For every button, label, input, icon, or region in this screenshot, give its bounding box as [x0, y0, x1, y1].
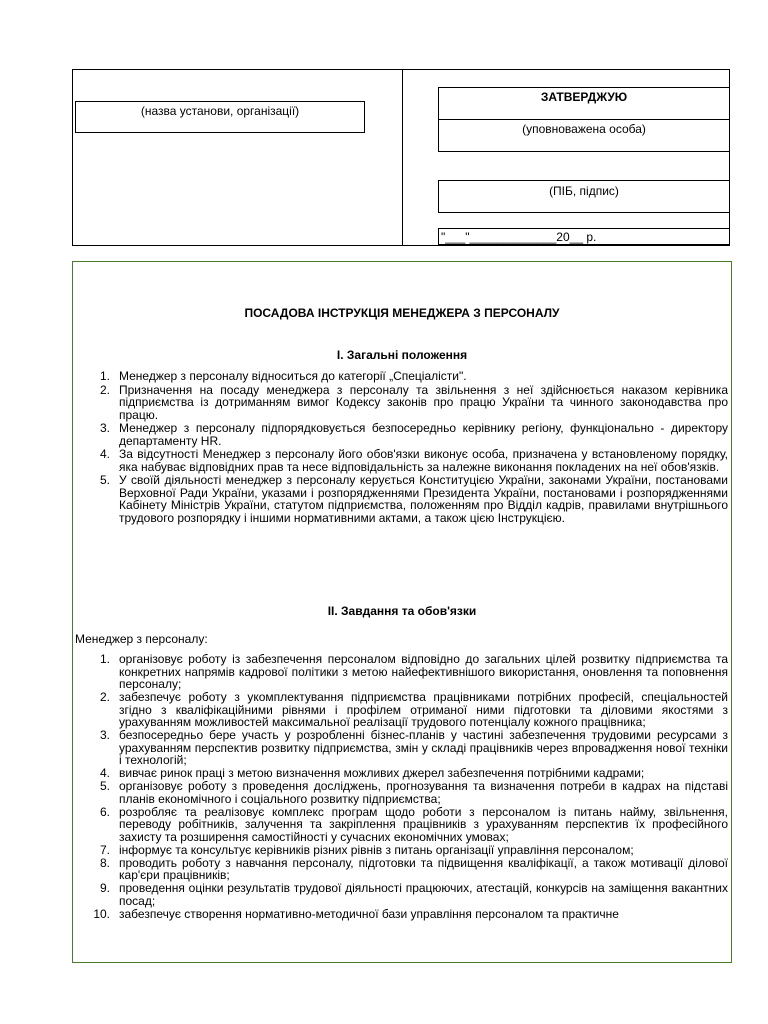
- approve-divider: [439, 119, 729, 120]
- signature-label: (ПІБ, підпис): [549, 184, 619, 198]
- date-line: "___"_____________20__ р.: [441, 230, 597, 244]
- list-item: [73, 448, 731, 473]
- list-item: [73, 767, 731, 780]
- list-item: [73, 691, 731, 729]
- list-item-text: забезпечує роботу з укомплектування підприємства працівниками потрібних професій, спеціальностей згідно з кваліфікаційними рівнями і профілем отриманої ними підготовки та діловими якостями з урахуванням можливостей максимальної реалізації трудового потенціалу кожного працівника;: [119, 690, 728, 729]
- list-item: [73, 384, 731, 422]
- section-2-lead: Менеджер з персоналу:: [75, 632, 208, 646]
- document-title: ПОСАДОВА ІНСТРУКЦІЯ МЕНЕДЖЕРА З ПЕРСОНАЛУ: [244, 306, 560, 320]
- section-2-title: ІІ. Завдання та обов'язки: [327, 604, 477, 618]
- list-item-number: 2.: [99, 690, 110, 704]
- list-item-text: розробляє та реалізовує комплекс програм щодо роботи з персоналом із питань найму, звільнення, переводу робітників, залучення та закріплення працівників з урахуванням перспектив їх професійного захисту та розширення самостійності у сучасних економічних умовах;: [119, 804, 728, 844]
- list-item: [73, 729, 731, 767]
- list-item-text: забезпечує створення нормативно-методичної бази управління персоналом та практичне: [119, 906, 619, 921]
- list-item-text: Менеджер з персоналу відноситься до категорії „Спеціалісти".: [119, 369, 467, 383]
- section-1-title: І. Загальні положення: [336, 348, 468, 362]
- list-item-number: 8.: [99, 855, 110, 870]
- list-item-text: Менеджер з персоналу підпорядковується безпосередньо керівнику регіону, функціонально - директору департаменту HR.: [119, 421, 728, 448]
- list-item: [73, 780, 731, 805]
- list-item-number: 3.: [99, 421, 110, 435]
- list-item: [73, 370, 731, 383]
- list-item: [73, 857, 731, 882]
- org-name-placeholder: (назва установи, організації): [140, 104, 300, 118]
- list-item-text: інформує та консультує керівників різних рівнів з питань організації управління персоналом;: [119, 842, 634, 857]
- list-item: [73, 474, 731, 524]
- org-name-field: [75, 101, 365, 133]
- list-item-text: проведення оцінки результатів трудової діяльності працюючих, атестацій, конкурсів на заміщення вакантних посад;: [119, 881, 728, 908]
- list-item: [73, 844, 731, 857]
- document-body: [72, 261, 732, 963]
- list-item-number: 1.: [99, 369, 110, 383]
- list-item: [73, 908, 731, 921]
- list-item-number: 7.: [99, 842, 110, 857]
- list-item-text: організовує роботу з проведення досліджень, прогнозування та визначення потреби в кадрах на підставі планів економічного і соціального розвитку підприємства;: [119, 779, 728, 806]
- section-2-list: [73, 653, 731, 921]
- list-item-text: За відсутності Менеджер з персоналу його обов'язки виконує особа, призначена у встановленому порядку, яка набуває відповідних прав та несе відповідальність за належне виконання покладених на неї обов'язків.: [119, 447, 728, 474]
- list-item-number: 4.: [99, 447, 110, 461]
- list-item-number: 6.: [99, 804, 110, 819]
- list-item-number: 9.: [99, 881, 110, 895]
- list-item-number: 10.: [93, 906, 110, 921]
- list-item-text: організовує роботу із забезпечення персоналом відповідно до загальних цілей розвитку підприємства та конкретних напрямів кадрової політики з метою найефективнішого використання, оновлення та поповнення персоналу;: [119, 652, 728, 691]
- list-item: [73, 882, 731, 907]
- approve-block: [438, 87, 730, 152]
- list-item-number: 5.: [99, 779, 110, 793]
- list-item: [73, 653, 731, 691]
- list-item-text: вивчає ринок праці з метою визначення можливих джерел забезпечення потрібними кадрами;: [119, 766, 645, 780]
- header-divider: [402, 69, 403, 246]
- authorized-person-label: (уповноважена особа): [522, 122, 646, 136]
- list-item: [73, 422, 731, 447]
- date-field: [438, 228, 730, 245]
- list-item-text: проводить роботу з навчання персоналу, підготовки та підвищення кваліфікації, а також мотивації ділової кар'єри працівників;: [119, 855, 728, 882]
- list-item-number: 3.: [99, 728, 110, 742]
- list-item-text: безпосередньо бере участь у розробленні бізнес-планів у частині забезпечення трудовими ресурсами з урахуванням перспектив розвитку підприємства, змін у складі працівників через впровадження нової техніки і технологій;: [119, 728, 728, 767]
- section-1-list: [73, 370, 731, 525]
- list-item-text: Призначення на посаду менеджера з персоналу та звільнення з неї здійснюється наказом керівника підприємства із дотриманням вимог Кодексу законів про працю України та чинного законодавства про працю.: [119, 382, 728, 422]
- list-item-text: У своїй діяльності менеджер з персоналу керується Конституцією України, законами України, постановами Верховної Ради України, указами і розпорядженнями Президента України, постановами і розпорядженнями Кабінету Міністрів України, статутом підприємства, положенням про Відділ кадрів, правилами внутрішнього трудового розпорядку і іншими нормативними актами, а також цією Інструкцією.: [119, 473, 728, 525]
- list-item-number: 2.: [99, 382, 110, 397]
- list-item-number: 5.: [99, 473, 110, 487]
- list-item: [73, 806, 731, 844]
- list-item-number: 4.: [99, 766, 110, 780]
- list-item-number: 1.: [99, 652, 110, 666]
- signature-field: [438, 180, 730, 213]
- approve-title: ЗАТВЕРДЖУЮ: [540, 90, 628, 104]
